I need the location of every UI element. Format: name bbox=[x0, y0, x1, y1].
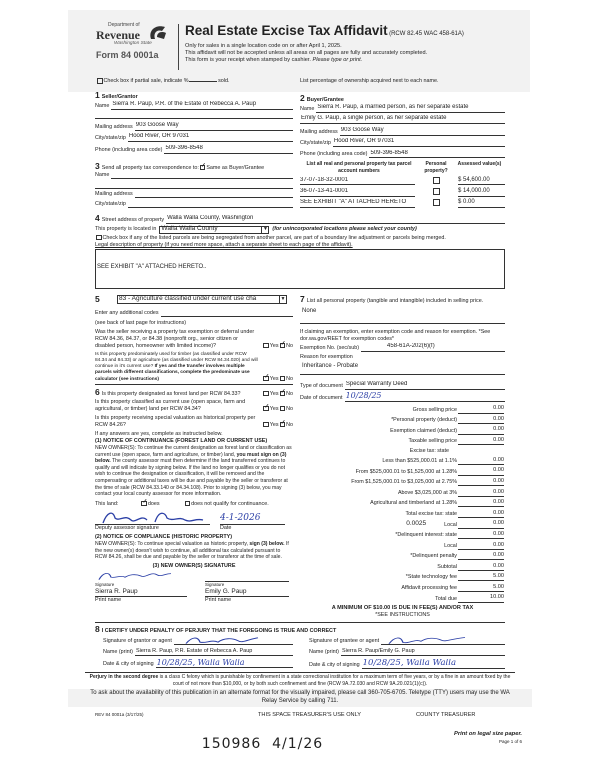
corr-city-field[interactable] bbox=[128, 201, 293, 208]
section-number: 2 bbox=[300, 93, 305, 103]
grantor-signature-field[interactable] bbox=[174, 635, 293, 645]
owner2-print-name[interactable]: Emily G. Paup bbox=[205, 588, 289, 597]
buyer-title: Buyer/Grantee bbox=[306, 97, 344, 103]
fee-label: Taxable selling price bbox=[408, 438, 457, 445]
notice-text: NEW OWNER(S): To continue the current designation as forest land or classification as current use (open space, farm and agriculture, or timber) land, bbox=[95, 445, 292, 458]
no-checkbox[interactable] bbox=[280, 376, 286, 382]
fee-value-field[interactable]: 0.00 bbox=[458, 531, 504, 539]
section-6 bbox=[95, 387, 293, 604]
fee-value-field[interactable]: 0.00 bbox=[458, 457, 504, 465]
page-title: Real Estate Excise Tax Affidavit bbox=[185, 23, 388, 38]
parcel-number-field[interactable]: SEE EXHIBIT "A" ATTACHED HERETO bbox=[300, 199, 415, 208]
exemption-reason-field[interactable]: Inheritance - Probate bbox=[302, 363, 359, 370]
fee-row bbox=[300, 448, 505, 455]
fee-row bbox=[300, 510, 505, 518]
owner2-signature-block bbox=[205, 570, 289, 604]
fee-label: Excise tax: state bbox=[409, 447, 449, 454]
fee-label: From $525,000.01 to $1,525,000 at 1.28% bbox=[355, 468, 457, 475]
fee-row bbox=[300, 499, 505, 507]
corr-name-field[interactable] bbox=[111, 172, 293, 179]
fee-row bbox=[300, 594, 505, 602]
label: City/state/zip bbox=[95, 200, 126, 207]
correspondence-section bbox=[95, 161, 293, 210]
parcel-table bbox=[300, 161, 505, 208]
label: Name (print) bbox=[103, 648, 133, 655]
parcel-header: List all real and personal property tax parcel account numbers bbox=[306, 161, 412, 174]
label: Street address of property bbox=[101, 217, 165, 224]
question: Is this property classified as current use (open space, farm and agricultural, or timber) land per RCW 84.34? bbox=[95, 398, 246, 412]
fee-row bbox=[300, 489, 505, 497]
fee-row bbox=[300, 563, 505, 571]
notice-text: The county assessor must then determine if the land transferred continues to qualify and will indicate by signing below. If the land no longer qualifies or you do not wish to continue the designation or classification, it will be removed and the compensating or additional taxes will be due and payable by the seller or transferor at the time of sale (RCW 84.33.140 or 84.34.108). Prior to signing (3) below, you may contact your local county assessor for more information. bbox=[95, 458, 288, 498]
parcel-row bbox=[300, 188, 505, 197]
fee-label: Local bbox=[444, 521, 457, 528]
label: Date of document bbox=[300, 395, 343, 402]
fee-value-field[interactable]: 0.00 bbox=[458, 478, 504, 486]
label: Date bbox=[220, 525, 232, 532]
legal-paper-block bbox=[400, 731, 522, 744]
fee-value-field[interactable]: 0.00 bbox=[458, 499, 504, 507]
header-divider bbox=[178, 24, 179, 70]
buyer-section bbox=[300, 93, 505, 161]
fee-label: Exemption claimed (deduct) bbox=[390, 427, 457, 434]
grantee-name-field[interactable]: Sierra R. Paup/Emily G. Paup bbox=[341, 648, 505, 656]
buyer-name-field[interactable]: Sierra R. Paup, a married person, as her separate estate bbox=[316, 104, 505, 113]
label: Yes bbox=[269, 342, 279, 349]
personal-property-cell bbox=[418, 177, 454, 186]
property-section bbox=[95, 213, 505, 289]
fee-row bbox=[300, 457, 505, 465]
label: This land: bbox=[95, 501, 119, 508]
fee-table bbox=[300, 405, 505, 602]
label: Name (print) bbox=[309, 648, 339, 655]
fee-label: From $1,525,000.01 to $3,025,000 at 2.75% bbox=[351, 479, 457, 486]
header-line1: Only for sales in a single location code on or after April 1, 2025. bbox=[185, 42, 342, 49]
section-7 bbox=[300, 294, 505, 619]
label: Enter any additional codes bbox=[95, 310, 159, 317]
fee-value-field[interactable]: 0.00 bbox=[458, 426, 504, 434]
personal-property-cell bbox=[418, 188, 454, 197]
grantee-signature-field[interactable] bbox=[381, 635, 505, 645]
county-value: Walla Walla County bbox=[161, 225, 218, 233]
page-number: Page 1 of 6 bbox=[498, 738, 522, 744]
fee-value-field[interactable]: 5.00 bbox=[458, 584, 504, 592]
fee-row bbox=[300, 552, 505, 560]
county-select[interactable] bbox=[159, 226, 269, 234]
header-line3: This form is your receipt when stamped by cashier. bbox=[185, 57, 311, 64]
label: No bbox=[286, 390, 293, 397]
does-checkbox[interactable] bbox=[141, 501, 147, 507]
label: does bbox=[147, 501, 160, 508]
seller-city-field[interactable]: Hood River, OR 97031 bbox=[128, 133, 293, 142]
ownership-note: List percentage of ownership acquired next to each name. bbox=[300, 78, 439, 84]
document-date-field[interactable]: 10/28/25 bbox=[345, 392, 505, 402]
legal-paper-note: Print on legal size paper. bbox=[454, 731, 522, 738]
corr-name-line2[interactable] bbox=[95, 182, 293, 189]
notice-bold: sign (3) below. bbox=[249, 541, 285, 548]
buyer-mailing-field[interactable]: 903 Goose Way bbox=[340, 127, 505, 136]
logo-state: Washington State bbox=[114, 40, 152, 46]
fee-label: Less than $525,000.01 at 1.1% bbox=[382, 458, 457, 465]
fee-value-field[interactable]: 0.00 bbox=[458, 510, 504, 518]
seller-phone-field[interactable]: 509-396-8548 bbox=[164, 145, 293, 154]
fee-label: *State technology fee bbox=[405, 574, 457, 581]
personal-property-checkbox[interactable] bbox=[433, 199, 440, 206]
perjury-notice bbox=[85, 672, 515, 687]
county-treasurer: COUNTY TREASURER bbox=[416, 712, 476, 719]
label: Name bbox=[95, 172, 110, 179]
notice-bold: you must sign on (3) below. bbox=[95, 451, 287, 465]
owner1-print-name[interactable]: Sierra R. Paup bbox=[95, 588, 187, 597]
notice-compliance-title: (2) NOTICE OF COMPLIANCE (HISTORIC PROPERTY) bbox=[95, 534, 233, 541]
label: City/state/zip bbox=[95, 135, 126, 142]
land-use-code-select[interactable] bbox=[117, 295, 287, 304]
county-note: (for unincorporated locations please select your county) bbox=[272, 226, 417, 233]
header-line2: This affidavit will not be accepted unless all areas on all pages are fully and accurately completed. bbox=[185, 49, 428, 56]
label: This property is located in bbox=[95, 226, 157, 233]
perjury-bold: Perjury in the second degree bbox=[89, 674, 159, 681]
label: Mailing address bbox=[300, 128, 338, 135]
fee-row bbox=[300, 584, 505, 592]
exemption-note: If claiming an exemption, enter exemption code and reason for exemption. *See dor.wa.gov/REET for exemption codes* bbox=[300, 328, 491, 342]
owner1-signature-block bbox=[95, 570, 187, 604]
section-number: 3 bbox=[95, 161, 100, 171]
does-not-qualify-checkbox[interactable] bbox=[185, 501, 191, 507]
seller-name-line2[interactable] bbox=[95, 112, 293, 119]
question-bold: If yes and the transfer involves multiple parcels with different classifications, complete the predominate use calculator (see instructions) bbox=[95, 364, 250, 382]
grantor-date-city-field[interactable]: 10/28/25, Walla Walla bbox=[156, 659, 293, 669]
assessed-value-field[interactable]: $ 0.00 bbox=[458, 199, 505, 208]
minimum-due-note: A MINIMUM OF $10.00 IS DUE IN FEE(S) AND/OR TAX bbox=[331, 604, 474, 611]
partial-sale-row bbox=[96, 78, 230, 85]
label: Date & city of signing bbox=[309, 661, 360, 668]
notice-continuance-title: (1) NOTICE OF CONTINUANCE (FOREST LAND OR CURRENT USE) bbox=[95, 438, 268, 445]
label: Type of document bbox=[300, 382, 343, 389]
label: (see back of last page for instructions) bbox=[95, 319, 187, 326]
parcel-number-field[interactable]: 37-07-18-32-0001 bbox=[300, 177, 415, 186]
fee-value-field[interactable]: 0.00 bbox=[458, 437, 504, 445]
fee-row bbox=[300, 426, 505, 434]
yes-checkbox[interactable] bbox=[263, 376, 269, 382]
label: Deputy assessor signature bbox=[95, 525, 159, 532]
label: Phone (including area code) bbox=[95, 146, 163, 153]
assessed-value-field[interactable]: $ 14,000.00 bbox=[458, 188, 505, 197]
partial-sold: sold. bbox=[218, 78, 230, 85]
left-column bbox=[95, 294, 293, 619]
question: Is this property receiving special valuation as historical property per RCW 84.26? bbox=[95, 414, 256, 428]
seller-title: Seller/Grantor bbox=[101, 94, 138, 100]
segregate-checkbox[interactable] bbox=[96, 235, 102, 241]
perjury-text: is a class C felony which is punishable by confinement in a state correctional institution for a maximum term of five years, or by a fine in an amount fixed by the court of not more than $10,000, or by both such confinement and fine (RCW 9A.72.030 and RCW 9A.20.021(1)(c)). bbox=[159, 674, 511, 687]
yes-checkbox[interactable] bbox=[263, 406, 269, 412]
label: Print name bbox=[95, 597, 122, 604]
dropdown-arrow-icon: ▼ bbox=[280, 296, 286, 303]
yes-checkbox[interactable] bbox=[263, 422, 269, 428]
fee-row bbox=[300, 531, 505, 539]
label: does not qualify for continuance. bbox=[191, 501, 269, 508]
street-address-field[interactable]: Walla Walla County, Washington bbox=[166, 215, 505, 224]
label: Reason for exemption bbox=[300, 354, 353, 361]
label: Send all property tax correspondence to: bbox=[101, 165, 199, 171]
buyer-city-field[interactable]: Hood River, OR 97031 bbox=[333, 138, 505, 147]
local-rate: 0.0025 bbox=[406, 520, 427, 528]
fee-label: *Personal property (deduct) bbox=[391, 417, 457, 424]
label: Mailing address bbox=[95, 123, 133, 130]
fee-value-field[interactable]: 0.00 bbox=[458, 563, 504, 571]
label: No bbox=[286, 405, 293, 412]
label: Name bbox=[95, 102, 110, 109]
partial-label: Check box if partial sale, indicate % bbox=[103, 78, 189, 85]
fee-value-field[interactable]: 0.00 bbox=[458, 520, 504, 528]
fee-label: Gross selling price bbox=[412, 406, 457, 413]
label: Exemption No. (sec/sub) bbox=[300, 344, 360, 351]
buyer-phone-field[interactable]: 509-396-8548 bbox=[369, 150, 505, 159]
partial-sale-checkbox[interactable] bbox=[97, 78, 103, 84]
fee-value-field[interactable]: 0.00 bbox=[458, 405, 504, 413]
fee-row bbox=[300, 467, 505, 475]
owner1-signature bbox=[95, 570, 175, 582]
land-use-code-value: 83 - Agriculture classified under current use cha bbox=[119, 295, 257, 303]
label: Phone (including area code) bbox=[300, 151, 368, 158]
fee-value-field[interactable]: 0.00 bbox=[458, 489, 504, 497]
question: Is this property designated as forest land per RCW 84.33? bbox=[101, 390, 241, 397]
yes-checkbox[interactable] bbox=[263, 391, 269, 397]
label: No bbox=[286, 421, 293, 428]
fee-label: *Delinquent interest: state bbox=[395, 532, 457, 539]
grantee-date-city-field[interactable]: 10/28/25, Walla Walla bbox=[362, 659, 505, 669]
section-number: 5 bbox=[95, 294, 100, 304]
footer-row bbox=[95, 712, 505, 719]
no-checkbox[interactable] bbox=[280, 391, 286, 397]
section-number: 6 bbox=[95, 386, 100, 397]
assessed-value-field[interactable]: $ 54,600.00 bbox=[458, 177, 505, 186]
label: No bbox=[286, 375, 293, 382]
no-checkbox[interactable] bbox=[280, 343, 286, 349]
label: Yes bbox=[269, 405, 279, 412]
seller-name-field[interactable]: Sierra R. Paup, P.R. of the Estate of Rebecca A. Paup bbox=[111, 101, 293, 110]
section-number: 8 bbox=[95, 624, 100, 635]
label: Name bbox=[300, 105, 315, 112]
instruction: If any answers are yes, complete as instructed below. bbox=[95, 431, 223, 437]
tty-notice: To ask about the availability of this publication in an alternate format for the visually impaired, please call 360-705-6705. Teletype (TTY) users may use the WA Relay Service by calling 711. bbox=[68, 689, 532, 707]
seller-mailing-field[interactable]: 903 Goose Way bbox=[135, 122, 293, 131]
fee-row bbox=[300, 520, 505, 528]
question: Is this property predominately used for timber (as classified under RCW 84.34 and 84.33) or agriculture (as classified under RCW 84.34.020) and will continue in it's current use? bbox=[95, 351, 258, 370]
buyer-name-line2[interactable]: Emily G. Paup, a single person, as her separate estate bbox=[300, 115, 505, 124]
partial-percent-field[interactable] bbox=[189, 81, 217, 82]
label: No bbox=[286, 342, 293, 349]
legal-label: Legal description of property (if you need more space, attach a separate sheet to each page of the affidavit). bbox=[95, 241, 353, 248]
parcel-number-field[interactable]: 36-07-13-41-0001 bbox=[300, 188, 415, 197]
fee-label: *Delinquent penalty bbox=[410, 553, 457, 560]
section-8 bbox=[95, 622, 505, 671]
label: Signature bbox=[95, 581, 115, 587]
additional-codes-field[interactable] bbox=[161, 310, 293, 317]
grantor-signature bbox=[182, 635, 262, 645]
form-number: Form 84 0001a bbox=[96, 49, 159, 60]
label: Yes bbox=[269, 421, 279, 428]
label: City/state/zip bbox=[300, 140, 331, 146]
grantee-signature bbox=[385, 635, 469, 645]
label: Yes bbox=[269, 390, 279, 397]
label: Same as Buyer/Grantee bbox=[206, 165, 265, 171]
revenue-logo-icon bbox=[148, 24, 168, 42]
section-number: 1 bbox=[95, 90, 100, 100]
fee-value-field[interactable]: 0.00 bbox=[458, 542, 504, 550]
parcel-row bbox=[300, 199, 505, 208]
fee-value-field[interactable]: 0.00 bbox=[458, 552, 504, 560]
assessor-date: 4-1-2026 bbox=[220, 514, 285, 525]
grantor-name-field[interactable]: Sierra R. Paup, P.R. Estate of Rebecca A. Paup bbox=[135, 648, 293, 656]
fee-label: Local bbox=[444, 542, 457, 549]
logo-dept: Department of bbox=[108, 22, 140, 28]
fee-label: Total excise tax: state bbox=[405, 510, 457, 517]
assessor-signature bbox=[95, 508, 210, 525]
personal-property-field[interactable]: None bbox=[302, 308, 317, 315]
no-checkbox[interactable] bbox=[280, 406, 286, 412]
corr-mailing-field[interactable] bbox=[135, 191, 293, 198]
fee-value-field[interactable]: 0.00 bbox=[458, 416, 504, 424]
no-checkbox[interactable] bbox=[280, 422, 286, 428]
label: Date & city of signing bbox=[103, 661, 154, 668]
label: List all personal property (tangible and intangible) included in selling price. bbox=[306, 298, 484, 304]
exemption-number-field[interactable]: 458-61A-202(6)(f) bbox=[361, 343, 505, 352]
label: Check box if any of the listed parcels are being segregated from another parcel, are part of a boundary line adjustment or parcels being merged. bbox=[102, 234, 446, 241]
parcel-row bbox=[300, 177, 505, 186]
notice-text: NEW OWNER(S): To continue special valuation as historic property, bbox=[95, 541, 248, 548]
yes-checkbox[interactable] bbox=[263, 343, 269, 349]
personal-header: Personal property? bbox=[424, 161, 448, 174]
fee-row bbox=[300, 437, 505, 445]
revision: REV 84 0001a (3/17/25) bbox=[95, 712, 144, 718]
logo-brand: Revenue bbox=[96, 27, 140, 42]
dor-logo bbox=[96, 22, 171, 61]
fee-row bbox=[300, 478, 505, 486]
see-instructions: *SEE INSTRUCTIONS bbox=[375, 612, 430, 619]
label: Yes bbox=[269, 375, 279, 382]
fee-label: Above $3,025,000 at 3% bbox=[397, 489, 457, 496]
seller-section bbox=[95, 90, 293, 156]
fee-label: Agricultural and timberland at 1.28% bbox=[370, 500, 457, 507]
bottom-row bbox=[95, 731, 522, 753]
notice-text: If the new owner(s) doesn't wish to continue, all additional tax calculated pursuant to RCW 84.26, shall be due and payable by the seller or transferor at the time of sale. bbox=[95, 541, 289, 561]
section-number: 4 bbox=[95, 213, 100, 223]
dropdown-arrow-icon: ▼ bbox=[262, 226, 268, 233]
fee-label: Total due bbox=[435, 595, 457, 602]
question: Was the seller receiving a property tax exemption or deferral under RCW 84.36, 84.37, or 84.38 (nonprofit org., senior citizen or disabled person, homeowner with limited income)? bbox=[95, 328, 255, 349]
header-text bbox=[185, 22, 505, 64]
fee-label: Affidavit processing fee bbox=[401, 585, 457, 591]
document-type-field[interactable]: Special Warranty Deed bbox=[345, 381, 505, 390]
label: Signature of grantor or agent bbox=[103, 638, 172, 645]
fee-row bbox=[300, 405, 505, 413]
lower-flow bbox=[89, 294, 522, 754]
fee-label: Subtotal bbox=[437, 563, 457, 570]
label: Signature bbox=[205, 581, 225, 587]
fee-row bbox=[300, 573, 505, 581]
fee-value-field[interactable]: 10.00 bbox=[458, 594, 504, 602]
personal-property-cell bbox=[418, 199, 454, 208]
assessed-header: Assessed value(s) bbox=[457, 161, 502, 167]
personal-property-checkbox[interactable] bbox=[433, 188, 440, 195]
label: Signature of grantee or agent bbox=[309, 638, 380, 645]
section-number: 7 bbox=[300, 294, 305, 304]
personal-property-checkbox[interactable] bbox=[433, 177, 440, 184]
new-owner-signature-title: (3) NEW OWNER(S) SIGNATURE bbox=[152, 562, 236, 569]
label: Print name bbox=[205, 597, 232, 604]
treasurer-use: THIS SPACE TREASURER'S USE ONLY bbox=[258, 712, 362, 719]
same-as-buyer-checkbox[interactable] bbox=[200, 165, 206, 171]
fee-row bbox=[300, 542, 505, 550]
label: Mailing address bbox=[95, 191, 133, 198]
handwritten-recording-number: 150986 4/1/26 bbox=[201, 736, 324, 753]
rcw-ref: (RCW 82.45 WAC 458-61A) bbox=[389, 31, 464, 37]
fee-row bbox=[300, 416, 505, 424]
legal-description-field[interactable]: SEE EXHIBIT "A" ATTACHED HERETO.. bbox=[95, 249, 505, 289]
section-5 bbox=[95, 294, 293, 385]
fee-value-field[interactable]: 5.00 bbox=[458, 573, 504, 581]
fee-value-field[interactable]: 0.00 bbox=[458, 467, 504, 475]
certify-title: I CERTIFY UNDER PENALTY OF PERJURY THAT THE FOREGOING IS TRUE AND CORRECT bbox=[101, 628, 337, 635]
header-line3-italic: Please type or print. bbox=[312, 57, 363, 64]
